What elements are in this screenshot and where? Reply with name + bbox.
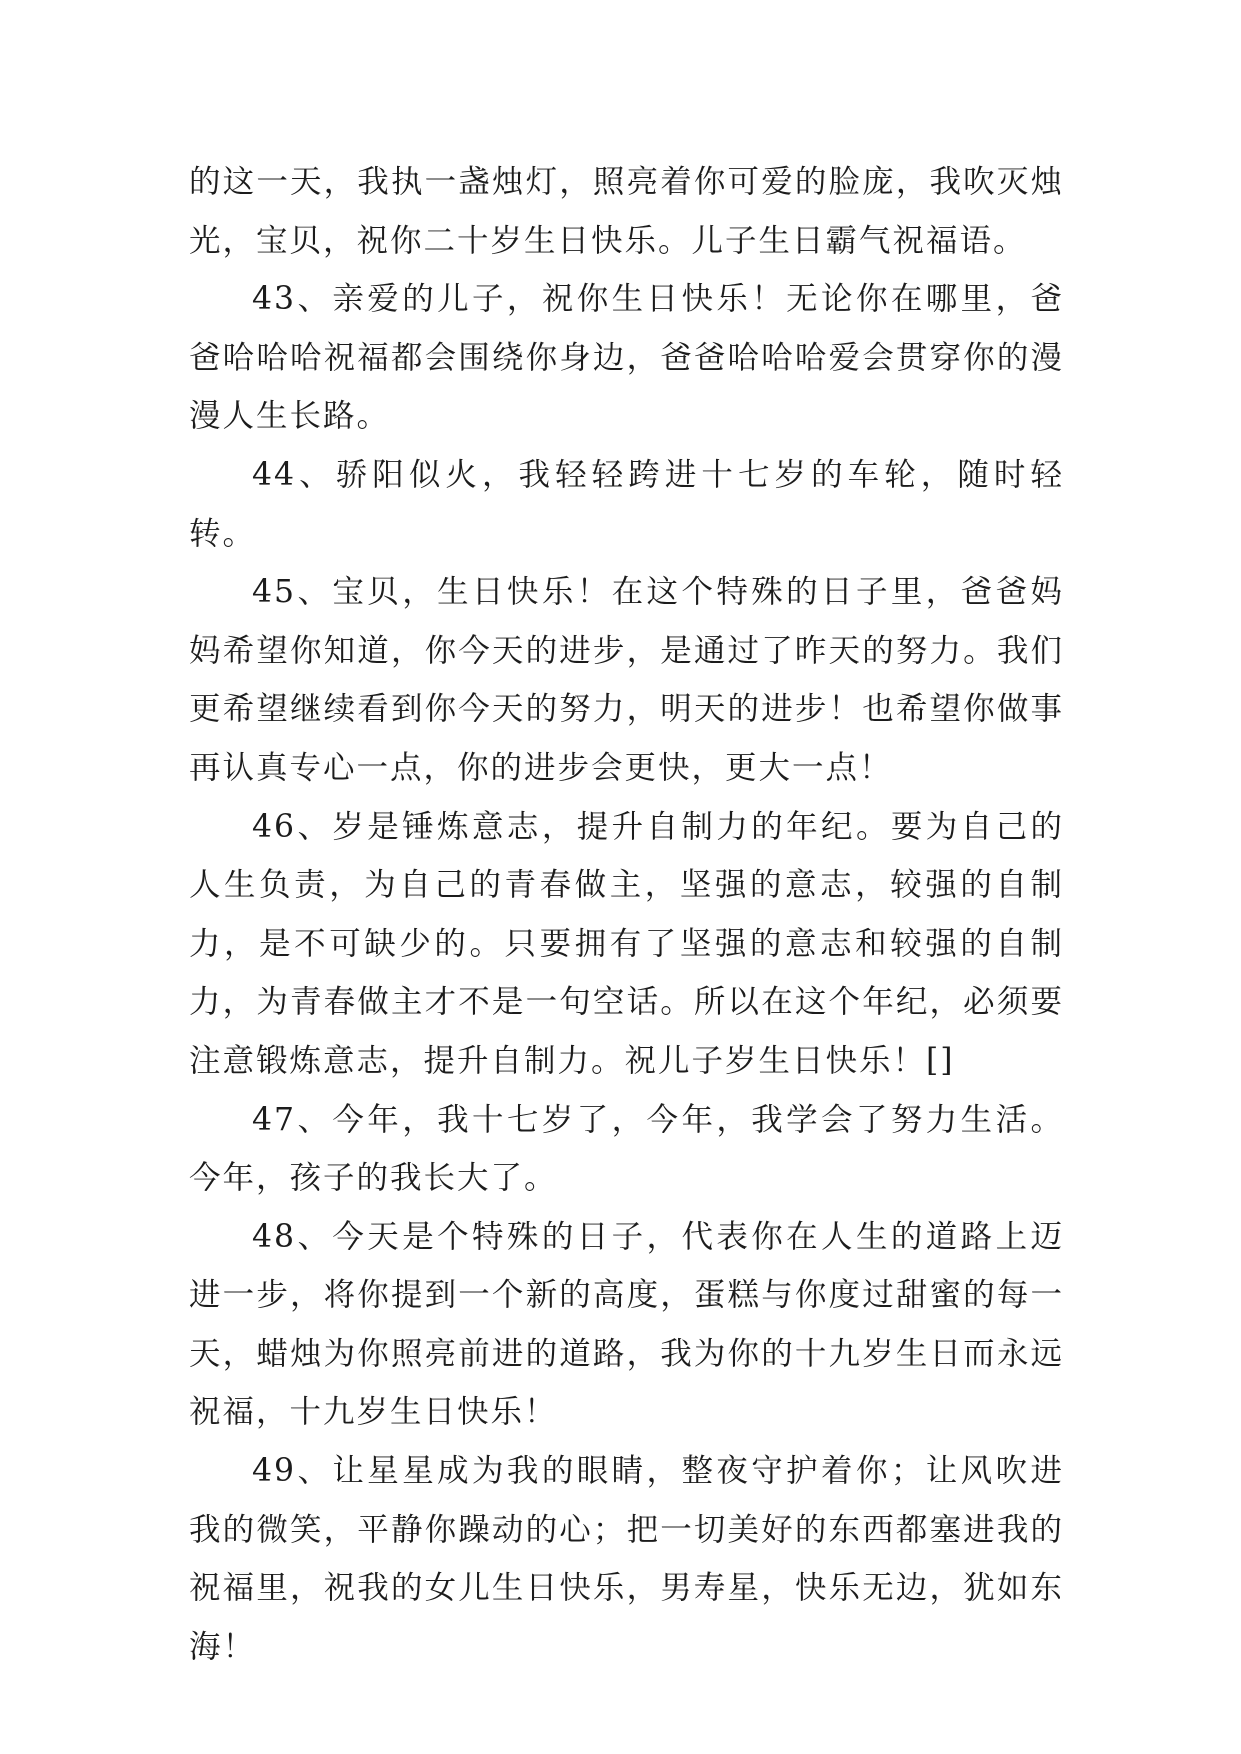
paragraph-48: 48、今天是个特殊的日子，代表你在人生的道路上迈进一步，将你提到一个新的高度，蛋糕与你度过甜蜜的每一天，蜡烛为你照亮前进的道路，我为你的十九岁生日而永远祝福，十九岁生日快乐！ [189, 1218, 1064, 1431]
paragraph-47: 47、今年，我十七岁了，今年，我学会了努力生活。今年，孩子的我长大了。 [189, 1101, 1064, 1197]
paragraph-44: 44、骄阳似火，我轻轻跨进十七岁的车轮，随时轻转。 [189, 456, 1064, 552]
paragraph-continuation: 的这一天，我执一盏烛灯，照亮着你可爱的脸庞，我吹灭烛光，宝贝，祝你二十岁生日快乐。儿子生日霸气祝福语。 [189, 164, 1064, 259]
paragraph-49: 49、让星星成为我的眼睛，整夜守护着你；让风吹进我的微笑，平静你躁动的心；把一切美好的东西都塞进我的祝福里，祝我的女儿生日快乐，男寿星，快乐无边，犹如东海！ [189, 1453, 1064, 1665]
paragraph-43: 43、亲爱的儿子，祝你生日快乐！无论你在哪里，爸爸哈哈哈祝福都会围绕你身边，爸爸哈哈哈爱会贯穿你的漫漫人生长路。 [189, 281, 1064, 435]
paragraph-46: 46、岁是锤炼意志，提升自制力的年纪。要为自己的人生负责，为自己的青春做主，坚强的意志，较强的自制力，是不可缺少的。只要拥有了坚强的意志和较强的自制力，为青春做主才不是一句空话。所以在这个年纪，必须要注意锻炼意志，提升自制力。祝儿子岁生日快乐！[] [189, 808, 1064, 1079]
document-body [189, 153, 1064, 1676]
paragraph-45: 45、宝贝，生日快乐！在这个特殊的日子里，爸爸妈妈希望你知道，你今天的进步，是通过了昨天的努力。我们更希望继续看到你今天的努力，明天的进步！也希望你做事再认真专心一点，你的进步会更快，更大一点！ [189, 574, 1064, 786]
